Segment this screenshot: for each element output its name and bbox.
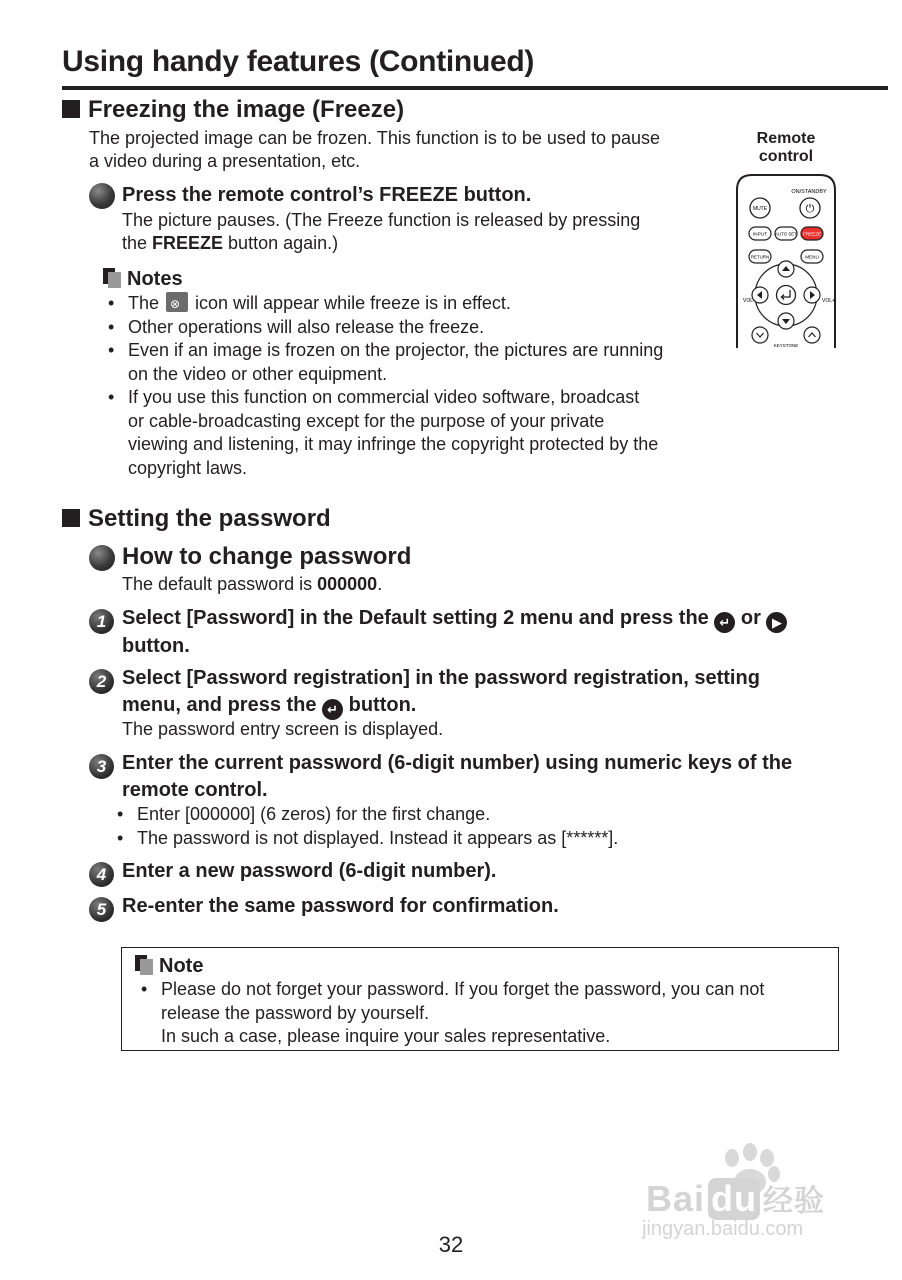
password-section-heading — [62, 504, 331, 534]
page-number: 32 — [438, 1232, 464, 1257]
remote-btn-label: RETURN — [750, 254, 770, 260]
step-1-text: Select [Password] in the Default setting 2 menu and press the ↵ or ▶ button. — [122, 605, 852, 660]
list-item: • Please do not forget your password. If you forget the password, you can not release the password by yourself. In such a case, please inquire your sales representative. — [139, 978, 829, 1049]
freeze-step-heading: Press the remote control’s FREEZE button. — [122, 184, 532, 206]
remote-btn-label: KEYSTONE — [773, 343, 799, 348]
watermark-url: jingyan.baidu.com — [642, 1218, 804, 1240]
notes-heading — [103, 267, 183, 291]
list-item: • Other operations will also release the freeze. — [106, 316, 716, 340]
note-box-list — [139, 978, 829, 1049]
note-heading — [135, 954, 203, 978]
freeze-intro-line: a video during a presentation, etc. — [89, 151, 361, 171]
list-item: • Even if an image is frozen on the projector, the pictures are running on the video or other equipment. — [106, 339, 716, 386]
circle-bullet-icon — [89, 183, 115, 209]
step-2-subtext: The password entry screen is displayed. — [122, 719, 444, 739]
password-sub-heading: How to change password — [122, 543, 412, 570]
remote-label-line: Remote — [756, 130, 816, 147]
page-title: Using handy features (Continued) — [62, 45, 535, 78]
step-number-badge: 5 — [89, 897, 114, 922]
list-item: • If you use this function on commercial video software, broadcast or cable-broadcasting except for the purpose of your private viewing and listening, it may infringe the copyright protected by the copyright laws. — [106, 386, 716, 480]
remote-btn-label: ON/STANDBY — [791, 189, 827, 195]
title-rule — [62, 86, 888, 90]
enter-button-icon: ↵ — [322, 699, 343, 720]
freeze-step-line: The picture pauses. (The Freeze function is released by pressing — [122, 210, 641, 230]
freeze-intro-line: The projected image can be frozen. This function is to be used to pause — [89, 128, 661, 148]
remote-btn-label: VOL+ — [822, 298, 835, 304]
note-heading-text: Note — [159, 955, 204, 977]
notes-heading-text: Notes — [127, 268, 183, 290]
freeze-step-body — [122, 209, 722, 255]
remote-btn-label: FREEZE — [802, 231, 822, 237]
remote-control-label — [730, 130, 842, 166]
notes-icon — [135, 955, 153, 975]
watermark-brand: Bai du 经验 — [646, 1178, 826, 1219]
step-3-bullets — [115, 803, 815, 850]
freeze-section-heading — [62, 95, 404, 125]
remote-control-illustration — [734, 172, 838, 348]
step-5-text: Re-enter the same password for confirmation. — [122, 895, 559, 917]
step-number-badge: 4 — [89, 862, 114, 887]
step-number-badge: 1 — [89, 609, 114, 634]
list-item: • The password is not displayed. Instead it appears as [******]. — [115, 827, 815, 851]
step-number-badge: 3 — [89, 754, 114, 779]
list-item: • Enter [000000] (6 zeros) for the first change. — [115, 803, 815, 827]
freeze-intro — [89, 127, 719, 173]
freeze-section-heading-text: Freezing the image (Freeze) — [88, 96, 405, 123]
remote-btn-label: MUTE — [752, 206, 768, 212]
circle-bullet-icon — [89, 545, 115, 571]
password-section-heading-text: Setting the password — [88, 505, 331, 532]
keystone-plus-button — [804, 327, 820, 343]
square-bullet-icon — [62, 100, 80, 118]
remote-btn-label: AUTO SET — [775, 231, 797, 237]
step-2-text: Select [Password registration] in the password registration, setting menu, and press the ↵ button. — [122, 665, 852, 720]
freeze-step-line: the FREEZE button again.) — [122, 233, 339, 253]
list-item: • The ⊗ icon will appear while freeze is in effect. — [106, 292, 716, 316]
freeze-notes-list — [106, 292, 716, 480]
power-icon: ⏻ — [805, 202, 815, 215]
remote-btn-label: VOL- — [743, 298, 755, 304]
step-number-badge: 2 — [89, 669, 114, 694]
enter-button — [777, 286, 796, 305]
keystone-minus-button — [752, 327, 768, 343]
step-3-text: Enter the current password (6-digit number) using numeric keys of the remote control. — [122, 752, 793, 801]
right-arrow-button-icon: ▶ — [766, 612, 787, 633]
square-bullet-icon — [62, 509, 80, 527]
default-password-text: The default password is 000000. — [122, 574, 383, 594]
remote-btn-label: INPUT — [752, 232, 768, 238]
step-4-text: Enter a new password (6-digit number). — [122, 860, 497, 882]
notes-icon — [103, 268, 121, 288]
enter-button-icon: ↵ — [714, 612, 735, 633]
remote-btn-label: MENU — [805, 254, 819, 260]
freeze-status-icon — [166, 292, 188, 312]
remote-label-line: control — [758, 148, 814, 165]
